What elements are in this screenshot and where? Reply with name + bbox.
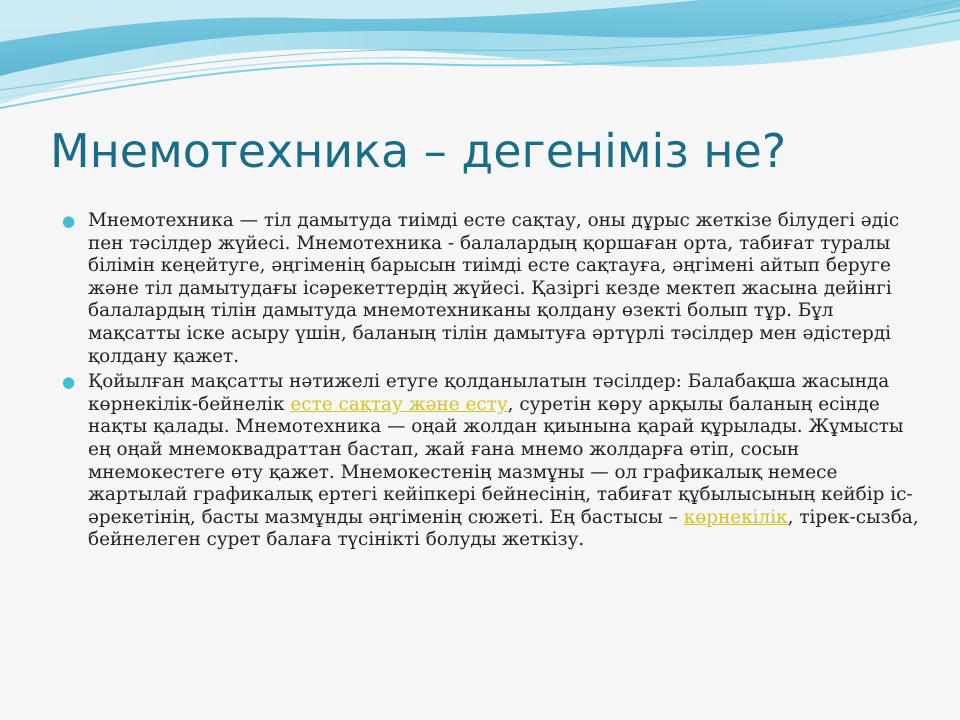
paragraph-2-text-part-2: , суретін көру арқылы баланың есінде нақты қалады. Мнемотехника — оңай жолдан қиынына қарай құрылады. Жұмысты ең оңай мнемоквадраттан бастап, жай ғана мнемо жолдарға өтіп, сосын мнемокестеге өту қажет. Мнемокестенің мазмұны — ол графикалық немесе жартылай графикалық ертегі кейіпкері бейнесінің, табиғат құбылысының кейбір іс-әрекетінің, басты мазмұнды әңгіменің сюжеті. Ең бастысы – xyxy=(88,393,913,528)
bullet-dot-icon: ● xyxy=(62,373,76,392)
bullet-dot-icon: ● xyxy=(62,212,76,230)
bullet-paragraph-2 xyxy=(60,371,920,552)
paragraph-2-text-part-1: Қойылған мақсатты нәтижелі етуге қолданылатын тәсілдер: Балабақша жасында көрнекілік-бейнелік xyxy=(88,371,890,415)
link-visibility[interactable]: көрнекілік xyxy=(683,506,788,528)
paragraph-1-text: Мнемотехника — тіл дамытуда тиімді есте сақтау, оны дұрыс жеткізе білудегі әдіс пен тәсілдер жүйесі. Мнемотехника - балалардың қоршаған орта, табиғат туралы білімін кеңейтуге, әңгіменің барысын тиімді есте сақтауға, әңгімені айтып беруге және тіл дамытудағы ісәрекеттердің жүйесі. Қазіргі кезде мектеп жасына дейінгі балалардың тілін дамытуда мнемотехниканы қолдану өзекті болып тұр. Бұл мақсатты іске асыру үшін, баланың тілін дамытуға әртүрлі тәсілдер мен әдістерді қолдану қажет. xyxy=(88,210,900,367)
link-memory-hearing[interactable]: есте сақтау және есту xyxy=(290,393,508,415)
slide-title: Мнемотехника – дегеніміз не? xyxy=(50,124,787,178)
slide-body xyxy=(60,210,920,555)
paragraph-2-text-part-3: , тірек-сызба, бейнелеген сурет балаға түсінікті болуды жеткізу. xyxy=(88,506,919,551)
bullet-paragraph-1 xyxy=(60,210,920,368)
